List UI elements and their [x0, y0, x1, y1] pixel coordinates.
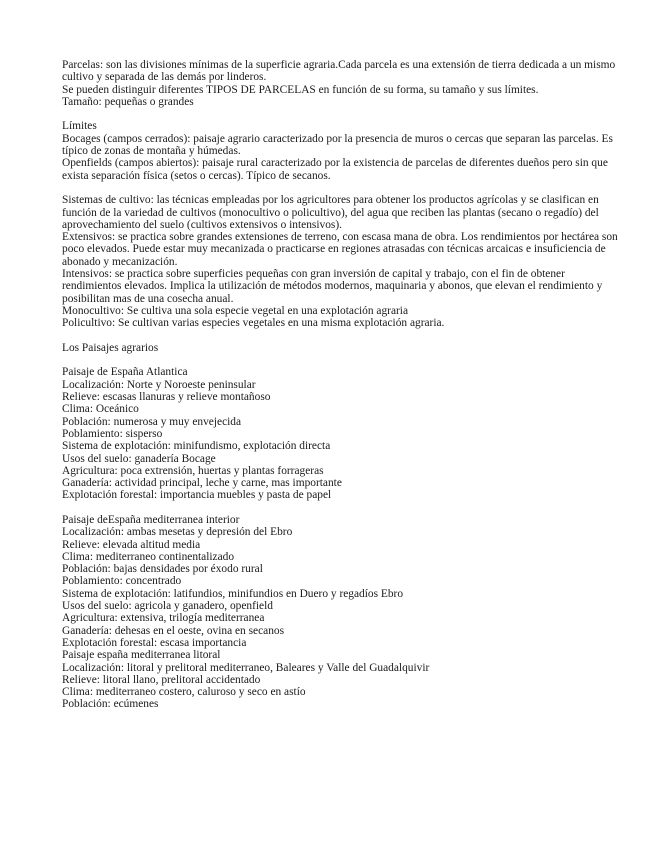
text-line: Paisaje españa mediterranea litoral: [62, 649, 221, 662]
text-line: Sistema de explotación: minifundismo, explotación directa: [62, 440, 331, 453]
text-line: Población: numerosa y muy envejecida: [62, 415, 242, 428]
text-line: Poblamiento: concentrado: [62, 575, 182, 588]
text-line: Agricultura: extensiva, trilogía mediterranea: [62, 612, 265, 625]
text-line: Sistemas de cultivo: las técnicas empleadas por los agricultores para obtener los productos agrícolas y se clasifican en función de la variedad de cultivos (monocultivo o policultivo), del agua que reciben las plantas (secano o regadío) del aprovechamiento del suelo (cultivos extensivos o intensivos).: [62, 194, 599, 231]
text-line: Poblamiento: sisperso: [62, 427, 163, 440]
document-page: [62, 59, 622, 711]
text-line: Intensivos: se practica sobre superficies pequeñas con gran inversión de capital y trabajo, con el fin de obtener rendimientos elevados. Implica la utilización de métodos modernos, maquinaria y abonos, que elevan el rendimiento y posibilitan mas de una cosecha anual.: [62, 268, 603, 305]
paragraph-gap: [62, 502, 622, 514]
text-line: Explotación forestal: importancia muebles y pasta de papel: [62, 489, 332, 502]
text-line: Clima: mediterraneo continentalizado: [62, 550, 235, 563]
text-line: Población: ecúmenes: [62, 698, 159, 711]
text-line: Bocages (campos cerrados): paisaje agrario caracterizado por la presencia de muros o cercas que separan las parcelas. Es típico de zonas de montaña y húmedas.: [62, 132, 613, 158]
text-line: Usos del suelo: ganadería Bocage: [62, 452, 216, 465]
text-line: Policultivo: Se cultivan varias especies vegetales en una misma explotación agraria.: [62, 317, 445, 330]
text-line: Localización: litoral y prelitoral mediterraneo, Baleares y Valle del Guadalquivir: [62, 661, 430, 674]
section-sistemas-cultivo: [62, 194, 622, 329]
text-line: Ganadería: dehesas en el oeste, ovina en secanos: [62, 624, 285, 637]
text-line: Clima: Oceánico: [62, 403, 139, 416]
paragraph-gap: [62, 182, 622, 194]
section-espana-mediterranea: [62, 514, 622, 711]
heading-line: Los Paisajes agrarios: [62, 341, 159, 354]
section-paisajes-heading: [62, 342, 622, 354]
text-line: Openfields (campos abiertos): paisaje rural caracterizado por la existencia de parcelas de diferentes dueños pero sin que exista separación física (setos o cercas). Típico de secanos.: [62, 157, 608, 182]
text-line: Paisaje de España Atlantica: [62, 366, 188, 379]
text-line: Tamaño: pequeñas o grandes: [62, 95, 194, 108]
text-line: Agricultura: poca extrensión, huertas y plantas forrageras: [62, 464, 324, 477]
text-line: Extensivos: se practica sobre grandes extensiones de terreno, con escasa mana de obra. Los rendimientos por hectárea son poco elevados. Puede estar muy mecanizada o practicarse en regiones atrasadas con técnicas arcaicas e insuficiencia de abonado y mecanización.: [62, 231, 618, 268]
text-line: Explotación forestal: escasa importancia: [62, 636, 247, 649]
text-line: Relieve: escasas llanuras y relieve montañoso: [62, 391, 271, 404]
text-line: Paisaje deEspaña mediterranea interior: [62, 513, 240, 526]
text-line: Parcelas: son las divisiones mínimas de la superficie agraria.Cada parcela es una extensión de tierra dedicada a un mismo cultivo y separada de las demás por linderos.: [62, 59, 616, 84]
text-line: Relieve: litoral llano, prelitoral accidentado: [62, 673, 261, 686]
text-line: Localización: ambas mesetas y depresión del Ebro: [62, 526, 293, 539]
section-limites: [62, 120, 622, 181]
text-line: Usos del suelo: agricola y ganadero, openfield: [62, 600, 273, 613]
section-espana-atlantica: [62, 366, 622, 501]
text-line: Población: bajas densidades por éxodo rural: [62, 563, 263, 576]
text-line: Localización: Norte y Noroeste peninsular: [62, 378, 256, 391]
text-line: Se pueden distinguir diferentes TIPOS DE PARCELAS en función de su forma, su tamaño y sus límites.: [62, 83, 539, 96]
paragraph-gap: [62, 354, 622, 366]
text-line: Sistema de explotación: latifundios, minifundios en Duero y regadíos Ebro: [62, 587, 404, 600]
text-line: Límites: [62, 120, 97, 133]
paragraph-gap: [62, 330, 622, 342]
text-line: Ganadería: actividad principal, leche y carne, mas importante: [62, 477, 342, 490]
section-parcelas: [62, 59, 622, 108]
text-line: Monocultivo: Se cultiva una sola especie vegetal en una explotación agraria: [62, 304, 409, 317]
text-line: Clima: mediterraneo costero, caluroso y seco en astío: [62, 686, 306, 699]
paragraph-gap: [62, 108, 622, 120]
text-line: Relieve: elevada altitud media: [62, 538, 201, 551]
